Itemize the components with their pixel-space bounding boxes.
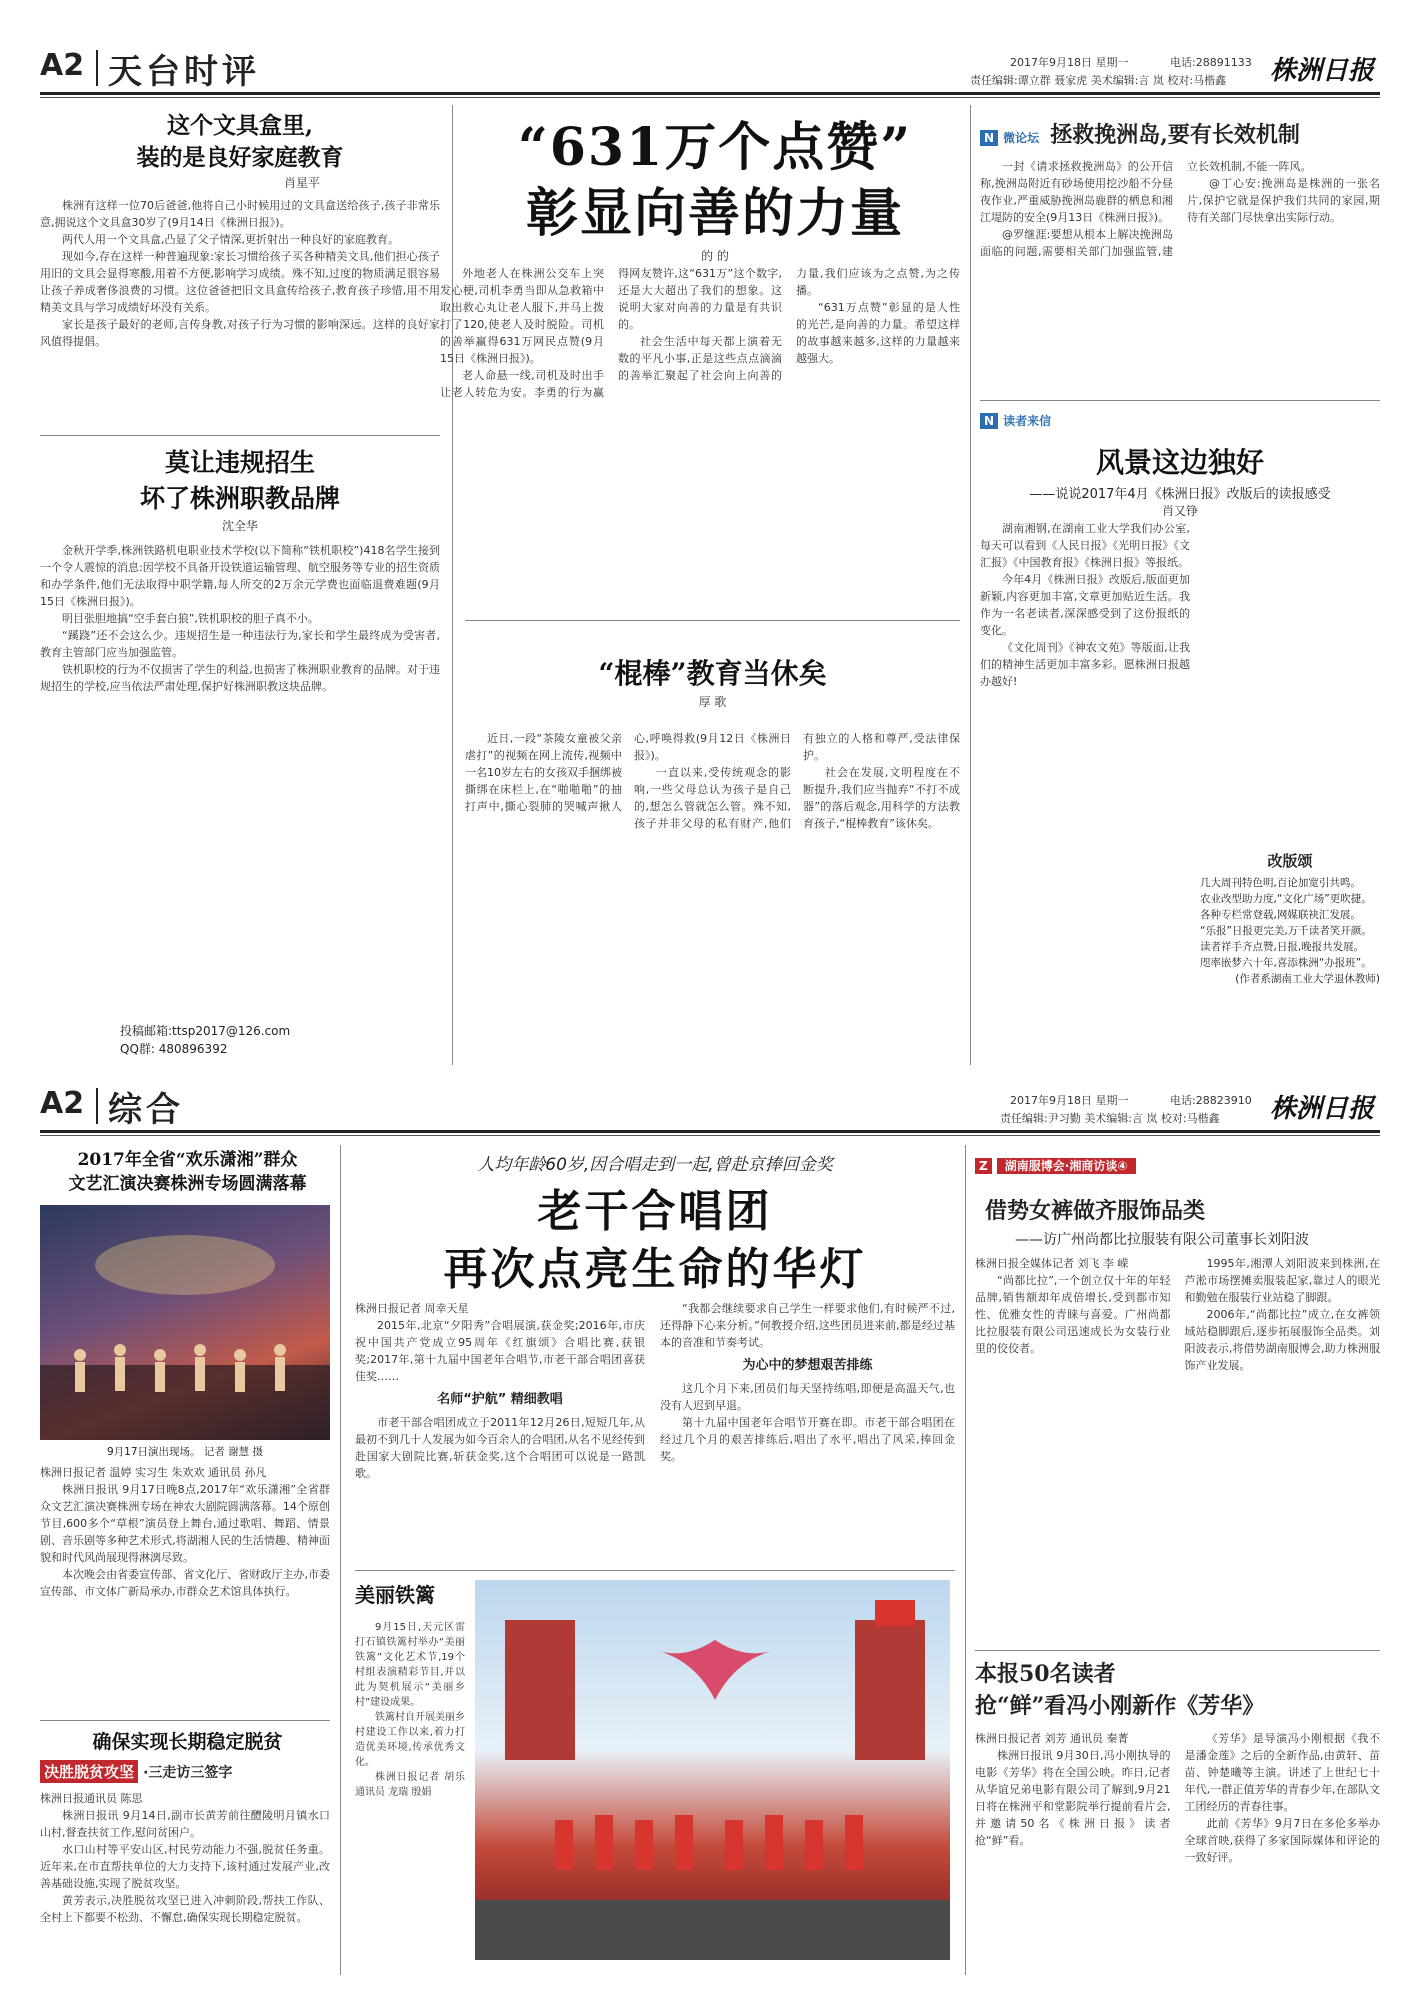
divider xyxy=(40,435,440,436)
contact-box xyxy=(120,1022,380,1058)
newspaper-logo: 株洲日报 xyxy=(1270,56,1375,86)
poem-block xyxy=(1200,850,1380,986)
article-title-line1: 2017年全省“欢乐潇湘”群众 xyxy=(77,1150,298,1170)
column-tag-icon: N xyxy=(980,413,998,429)
article-title: 风景这边独好 xyxy=(1095,446,1264,479)
article-reader-letter xyxy=(980,410,1380,519)
poem-lines: 几大周刊特色明,百论加宽引共鸣。 农业改型助力度,“文化广场”更吹捷。 各种专栏常登载,网媒联袂汇发展。 “乐报”日报更完美,万千读者笑开颜。 读者祥手齐点赞,日报,晚报共发展。 咫率嵌梦六十年,喜添株洲“办报班”。 xyxy=(1200,877,1372,969)
header-editors: 责任编辑:谭立群 聂家虎 美术编辑:言 岚 校对:马楷鑫 xyxy=(970,74,1227,87)
article-author: 沈全华 xyxy=(221,519,258,533)
contact-email: 投稿邮箱:ttsp2017@126.com xyxy=(120,1024,291,1038)
column-tag-icon: N xyxy=(980,130,998,146)
column-divider xyxy=(970,105,971,1065)
stage-performers-image xyxy=(40,1205,330,1440)
article-title: 美丽铁篱 xyxy=(355,1583,435,1607)
article-title-line1: “631万个点赞” xyxy=(517,117,913,178)
poem-title: 改版颂 xyxy=(1267,852,1313,870)
article-subtitle: ——说说2017年4月《株洲日报》改版后的读报感受 xyxy=(1029,487,1331,502)
column-name: 读者来信 xyxy=(1003,414,1052,428)
divider xyxy=(975,1650,1380,1651)
header-editors: 责任编辑:尹习勤 美术编辑:言 岚 校对:马楷鑫 xyxy=(1000,1112,1220,1125)
section-title: 天台时评 xyxy=(108,52,260,92)
article-poverty-body: 株洲日报通讯员 陈思 株洲日报讯 9月14日,副市长黄芳前往醴陵明月镇水口山村,督查扶贫工作,慰问贫困户。 水口山村等平安山区,村民劳动能力不强,脱贫任务重。近年来,在市直帮扶单位的大力支持下,该村通过发展产业,改善基础设施,实现了脱贫攻坚。 黄芳表示,决胜脱贫攻坚已进入冲刺阶段,帮扶工作队、全村上下都要不松劲、不懈怠,确保实现长期稳定脱贫。 xyxy=(40,1792,330,1924)
article-title-line1: 莫让违规招生 xyxy=(164,448,315,477)
header-phone: 电话:28891133 xyxy=(1170,56,1252,69)
article-title-line2: 装的是良好家庭教育 xyxy=(136,144,344,171)
article-stick-body: 近日,一段“茶陵女童被父亲虐打”的视频在网上流传,视频中一名10岁左右的女孩双手捆绑被撕绑在床栏上,在“啪啪啪”的抽打声中,撕心裂肺的哭喊声揪人心,呼唤得救(9月12日《株洲日报》)。 一直以来,受传统观念的影响,一些父母总认为孩子是自己的,想怎么管就怎么管。殊不知,孩子并非父母的私有财产,他们有独立的人格和尊严,受法律保护。 社会在发展,文明程度在不断提升,我们应当抛弃“不打不成器”的落后观念,用科学的方法教育孩子,“棍棒教育”该休矣。 xyxy=(465,732,960,830)
column-name: 湖南服博会·湘商访谈④ xyxy=(997,1158,1136,1174)
article-author: 肖星平 xyxy=(283,176,320,190)
section-title: 综合 xyxy=(108,1090,184,1130)
header-date: 2017年9月18日 星期一 xyxy=(1010,1094,1129,1107)
article-film-body: 株洲日报记者 刘芳 通讯员 秦菁 株洲日报讯 9月30日,冯小刚执导的电影《芳华》将在全国公映。昨日,记者从华谊兄弟电影有限公司了解到,9月21日将在株洲平和堂影院举行提前看片会,并邀请50名《株洲日报》读者抢“鲜”看。 《芳华》是导演冯小刚根据《我不是潘金莲》之后的全新作品,由黄轩、苗苗、钟楚曦等主演。讲述了上世纪七十年代,一群正值芳华的青春少年,在部队文工团经历的青春往事。 此前《芳华》9月7日在多伦多举办全球首映,获得了多家国际媒体和评论的一致好评。 xyxy=(975,1732,1380,1864)
article-title-line2: 抢“鲜”看冯小刚新作《芳华》 xyxy=(975,1693,1265,1719)
subheading: 为心中的梦想艰苦排练 xyxy=(742,1358,873,1373)
village-festival-photo xyxy=(475,1580,950,1960)
article-stationery-box xyxy=(40,110,440,445)
article-choir xyxy=(355,1150,955,1299)
article-title: 借势女裤做齐服饰品类 xyxy=(985,1198,1206,1224)
article-body: 金秋开学季,株洲铁路机电职业技术学校(以下简称“铁机职校”)418名学生接到一个令人震惊的消息:因学校不具备开设铁道运输管理、航空服务等专业的招生资质和办学条件,他们无法取得中职学籍,每人所交的2万余元学费也面临退费难题(9月15日《株洲日报》)。 明目张胆地搞“空手套白狼”,铁机职校的胆子真不小。 “蹊跷”还不会这么少。违规招生是一种违法行为,家长和学生最终成为受害者,教育主管部门应当加强监管。 铁机职校的行为不仅损害了学生的利益,也损害了株洲职业教育的品牌。对于违规招生的学校,应当依法严肃处理,保护好株洲职教这块品牌。 xyxy=(40,544,440,693)
article-apparel-body: 株洲日报全媒体记者 刘飞 李 嵘 “尚都比拉”,一个创立仅十年的年轻品牌,销售额却年成倍增长,受到都市知性、优雅女性的青睐与喜爱。广州尚都比拉服装有限公司迅速成长为女装行业里的佼佼者。 1995年,湘潭人刘阳波来到株洲,在芦淞市场摆摊卖服装起家,靠过人的眼光和勤勉在服装行业站稳了脚跟。 2006年,“尚都比拉”成立,在女裤领域站稳脚跟后,逐步拓展服饰全品类。刘阳波表示,将借势湖南服博会,助力株洲服饰产业发展。 xyxy=(975,1257,1380,1372)
divider xyxy=(980,400,1380,401)
article-title-line2: 再次点亮生命的华灯 xyxy=(443,1244,867,1295)
article-subtitle: ——访广州尚都比拉服装有限公司董事长刘阳波 xyxy=(1015,1232,1309,1248)
header-divider xyxy=(96,50,98,86)
article-title-line2: 坏了株洲职教品牌 xyxy=(139,484,340,513)
article-wanzhou-body: 一封《请求拯救挽洲岛》的公开信称,挽洲岛附近有砂场使用挖沙船不分昼夜作业,严重威胁挽洲岛鹿群的栖息和湘江堤防的安全(9月13日《株洲日报》)。 @罗继涯:要想从根本上解决挽洲岛面临的问题,需要相关部门加强监管,建立长效机制,不能一阵风。 @丁心安:挽洲岛是株洲的一张名片,保护它就是保护我们共同的家园,期待有关部门尽快拿出实际行动。 xyxy=(980,160,1380,258)
article-title-line2: 彰显向善的力量 xyxy=(525,183,904,244)
article-title-line2: 文艺汇演决赛株洲专场圆满落幕 xyxy=(68,1174,307,1194)
article-enrollment xyxy=(40,445,440,1032)
article-title: 拯救挽洲岛,要有长效机制 xyxy=(1050,122,1300,148)
stage-dancers-image xyxy=(475,1580,950,1960)
article-body: 株洲有这样一位70后爸爸,他将自己小时候用过的文具盒送给孩子,孩子非常乐意,拥说这个文具盒30岁了(9月14日《株洲日报》)。 两代人用一个文具盒,凸显了父子情深,更折射出一种良好的家庭教育。 现如今,存在这样一种普遍现象:家长习惯给孩子买各种精美文具,他们担心孩子用旧的文具会显得寒酸,用着不方便,影响学习成绩。殊不知,过度的物质满足很容易让孩子养成奢侈浪费的习惯。这位爸爸把旧文具盒传给孩子,教育孩子珍惜,用不用精美文具与学习成绩好坏没有关系。 家长是孩子最好的老师,言传身教,对孩子行为习惯的影响深远。这样的良好家风值得提倡。 xyxy=(40,199,440,348)
campaign-banner: 决胜脱贫攻坚 xyxy=(40,1760,138,1783)
article-stick-education xyxy=(465,655,960,710)
header-date: 2017年9月18日 星期一 xyxy=(1010,56,1129,69)
divider xyxy=(355,1570,955,1571)
header-rule-thin xyxy=(40,1135,1380,1136)
divider xyxy=(465,620,960,621)
article-author: 的 的 xyxy=(701,249,729,263)
header-divider xyxy=(96,1088,98,1124)
header-rule xyxy=(40,1130,1380,1133)
article-title-line1: 这个文具盒里, xyxy=(166,112,313,139)
photo-caption: 9月17日演出现场。 记者 谢慧 摄 xyxy=(106,1446,264,1458)
article-author: 肖又铮 xyxy=(1161,504,1198,518)
contact-qq: QQ群: 480896392 xyxy=(120,1042,228,1056)
article-title-line1: 老干合唱团 xyxy=(537,1186,773,1237)
article-cultural-show xyxy=(40,1148,335,1196)
article-tieli xyxy=(355,1580,465,1610)
page-number: A2 xyxy=(40,48,85,83)
article-choir-col2: “我都会继续要求自己学生一样要求他们,有时候严不过,还得静下心来分析。”何教授介绍,这些团员进来前,都是经过基本的音准和节奏考试。 为心中的梦想艰苦排练 这几个月下来,团员们每天坚持练唱,即便是高温天气,也没有人迟到早退。 第十九届中国老年合唱节开赛在即。市老干部合唱团在经过几个月的艰苦排练后,唱出了水平,唱出了风采,捧回金奖。 xyxy=(660,1302,955,1463)
campaign-banner-sub: ·三走访三签字 xyxy=(143,1765,233,1781)
article-film xyxy=(975,1658,1380,1722)
article-631-body: 外地老人在株洲公交车上突发心梗,司机李勇当即从急救箱中取出救心丸让老人服下,并马上拨打了120,使老人及时脱险。司机的善举赢得631万网民点赞(9月15日《株洲日报》)。 老人命悬一线,司机及时出手让老人转危为安。李勇的行为赢得网友赞许,这“631万”这个数字,还是大大超出了我们的想象。这说明大家对向善的力量是有共识的。 社会生活中每天都上演着无数的平凡小事,正是这些点点滴滴的善举汇聚起了社会向上向善的力量,我们应该为之点赞,为之传播。 “631万点赞”彰显的是人性的光芒,是向善的力量。希望这样的故事越来越多,这样的力量越来越强大。 xyxy=(440,267,960,399)
article-choir-col1: 株洲日报记者 周幸天星 2015年,北京“夕阳秀”合唱展演,获金奖;2016年,市庆祝中国共产党成立95周年《红旗颂》合唱比赛,获银奖;2017年,第十九届中国老年合唱节,市老干部合唱团喜获佳奖…… 名师“护航” 精细教唱 市老干部合唱团成立于2011年12月26日,短短几年,从最初不到几十人发展为如今百余人的合唱团,从名不见经传到赴国家大剧院比赛,斩获金奖,这个合唱团可以说是一路凯歌。 xyxy=(355,1302,645,1480)
article-tieli-body: 9月15日,天元区雷打石镇铁篱村举办“美丽铁篱”文化艺术节,19个村组表演精彩节目,并以此为契机展示“美丽乡村”建设成果。 铁篱村自开展美丽乡村建设工作以来,着力打造优美环境,传承优秀文化。 株洲日报记者 胡乐 通讯员 龙瑞 殷娟 xyxy=(355,1622,465,1798)
article-author: 厚 歌 xyxy=(698,695,727,709)
header-rule-thin xyxy=(40,97,1380,98)
stage-performance-photo xyxy=(40,1205,330,1440)
poem-signature: (作者系湖南工业大学退休教师) xyxy=(1235,973,1380,985)
article-kicker: 人均年龄60岁,因合唱走到一起,曾赴京捧回金奖 xyxy=(477,1155,833,1175)
newspaper-logo: 株洲日报 xyxy=(1270,1094,1375,1124)
article-631-likes xyxy=(480,115,950,264)
column-tag-icon: Z xyxy=(975,1158,992,1174)
article-title-line1: 本报50名读者 xyxy=(975,1661,1116,1687)
page-number: A2 xyxy=(40,1086,85,1121)
article-title: 确保实现长期稳定脱贫 xyxy=(92,1731,283,1753)
column-divider xyxy=(965,1145,966,1975)
article-wanzhou-island xyxy=(980,118,1380,149)
article-apparel xyxy=(975,1155,1380,1249)
header-phone: 电话:28823910 xyxy=(1170,1094,1252,1107)
article-poverty xyxy=(40,1728,335,1783)
column-name: 微论坛 xyxy=(1003,131,1040,145)
header-rule xyxy=(40,92,1380,95)
subheading: 名师“护航” 精细教唱 xyxy=(437,1392,563,1407)
column-divider xyxy=(340,1145,341,1975)
article-title: “棍棒”教育当休矣 xyxy=(598,657,827,690)
article-cultural-body: 株洲日报记者 温婷 实习生 朱欢欢 通讯员 孙凡 株洲日报讯 9月17日晚8点,2017年“欢乐潇湘”全省群众文艺汇演决赛株洲专场在神农大剧院圆满落幕。14个原创节目,600多个“草根”演员登上舞台,通过歌唱、舞蹈、情景剧、音乐剧等多种艺术形式,将湖湘人民的生活情趣、精神面貌和时代风尚展现得淋漓尽致。 本次晚会由省委宣传部、省文化厅、省财政厅主办,市委宣传部、市文体广新局承办,市群众艺术馆具体执行。 xyxy=(40,1466,330,1598)
divider xyxy=(40,1720,330,1721)
article-reader-body: 湖南湘钢,在湖南工业大学我们办公室,每天可以看到《人民日报》《光明日报》《文汇报》《中国教育报》《株洲日报》等报纸。 今年4月《株洲日报》改版后,版面更加新颖,内容更加丰富,文章更加贴近生活。我作为一名老读者,深深感受到了这份报纸的变化。 《文化周刊》《神农文苑》等版面,让我们的精神生活更加丰富多彩。愿株洲日报越办越好! xyxy=(980,522,1190,688)
